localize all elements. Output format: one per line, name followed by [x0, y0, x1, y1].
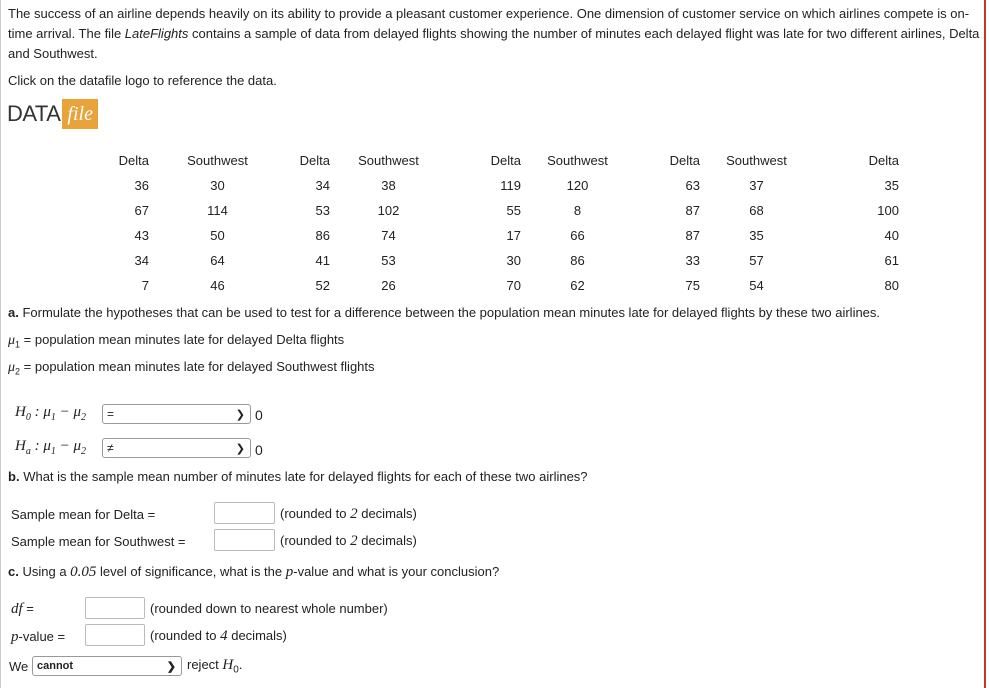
part-c-label: c.: [8, 564, 19, 579]
p-value-input[interactable]: [85, 624, 145, 646]
h0-mu2-sub: 2: [81, 412, 87, 423]
table-cell: 35: [749, 228, 764, 243]
table-cell: 74: [381, 228, 396, 243]
col-header: Southwest: [187, 153, 248, 168]
table-cell: 61: [884, 253, 899, 268]
table-cell: 102: [377, 203, 400, 218]
reject-post: .: [238, 657, 243, 672]
round-post: decimals): [357, 533, 417, 548]
part-c-pre: Using a: [22, 564, 71, 579]
part-b-question: [8, 469, 588, 484]
col-header: Delta: [490, 153, 521, 168]
df-label: [11, 601, 34, 618]
mu1-symbol: μ: [8, 333, 16, 348]
round-num: 2: [350, 533, 358, 549]
p-note-pre: (rounded to: [150, 628, 221, 643]
reject-pre: reject: [187, 657, 223, 672]
table-cell: 7: [141, 278, 149, 293]
southwest-round-note: [280, 533, 417, 550]
datafile-logo[interactable]: [7, 99, 98, 129]
table-cell: 53: [315, 203, 330, 218]
table-cell: 40: [884, 228, 899, 243]
mu2-definition: [8, 359, 375, 377]
table-row: [112, 198, 899, 223]
mu1-definition: [8, 332, 344, 350]
table-cell: 34: [134, 253, 149, 268]
h0-mu: : μ: [30, 404, 51, 420]
table-row: [112, 248, 899, 273]
table-cell: 46: [210, 278, 225, 293]
table-cell: 114: [207, 203, 228, 218]
p-note-num: 4: [220, 628, 228, 644]
table-cell: 50: [210, 228, 225, 243]
ha-operator-select[interactable]: [102, 438, 251, 458]
table-cell: 41: [315, 253, 330, 268]
col-header: Delta: [669, 153, 700, 168]
reject-text: [187, 657, 242, 676]
part-a-text: Formulate the hypotheses that can be used to test for a difference between the population mean minutes late for delayed flights by these two airlines.: [22, 305, 881, 320]
df-symbol: df: [11, 601, 23, 617]
table-cell: 100: [877, 203, 899, 218]
h0-select-value: =: [107, 407, 115, 421]
table-cell: 66: [570, 228, 585, 243]
h0-symbol: H: [15, 404, 26, 420]
table-row: [112, 173, 899, 198]
part-b-label: b.: [8, 469, 20, 484]
table-cell: 86: [315, 228, 330, 243]
part-b-text: What is the sample mean number of minutes late for delayed flights for each of these two airlines?: [23, 469, 588, 484]
table-cell: 68: [749, 203, 764, 218]
p-label-rest: -value =: [18, 629, 66, 644]
table-cell: 35: [884, 178, 899, 193]
delta-mean-label: Sample mean for Delta =: [11, 507, 156, 522]
col-header: Delta: [118, 153, 149, 168]
table-cell: 30: [506, 253, 521, 268]
table-cell: 62: [570, 278, 585, 293]
round-post: decimals): [357, 506, 417, 521]
table-cell: 26: [381, 278, 396, 293]
table-cell: 87: [685, 228, 700, 243]
table-cell: 80: [884, 278, 899, 293]
col-header: Southwest: [726, 153, 787, 168]
part-c-post: -value and what is your conclusion?: [293, 564, 500, 579]
col-header: Southwest: [547, 153, 608, 168]
table-row: [112, 273, 899, 298]
delta-round-note: [280, 506, 417, 523]
part-c-mid: level of significance, what is the: [96, 564, 286, 579]
p-symbol: p: [285, 564, 294, 580]
df-input[interactable]: [85, 597, 145, 619]
intro-text: [8, 4, 983, 64]
table-header-row: [112, 148, 899, 173]
mu2-def-text: = population mean minutes late for delayed Southwest flights: [20, 359, 375, 374]
ha-zero: 0: [255, 442, 263, 458]
mu1-sub: 1: [15, 339, 21, 350]
reject-h: H: [222, 657, 234, 673]
ha-mu: : μ: [30, 438, 51, 454]
table-cell: 63: [685, 178, 700, 193]
table-cell: 43: [134, 228, 149, 243]
table-cell: 64: [210, 253, 225, 268]
table-cell: 75: [685, 278, 700, 293]
df-eq: =: [22, 601, 34, 616]
table-cell: 86: [570, 253, 585, 268]
round-pre: (rounded to: [280, 533, 351, 548]
table-cell: 37: [749, 178, 764, 193]
table-cell: 54: [749, 278, 764, 293]
table-cell: 38: [381, 178, 396, 193]
logo-data-text: DATA: [7, 101, 61, 126]
table-cell: 70: [506, 278, 521, 293]
southwest-mean-input[interactable]: [214, 529, 275, 551]
table-cell: 120: [566, 178, 589, 193]
part-c-question: [8, 564, 499, 581]
table-cell: 30: [210, 178, 225, 193]
p-value-note: [150, 628, 287, 645]
table-row: [112, 223, 899, 248]
southwest-mean-label: Sample mean for Southwest =: [11, 534, 186, 549]
ha-mu2-sub: 2: [81, 446, 87, 457]
col-header: Delta: [868, 153, 899, 168]
table-cell: 34: [315, 178, 330, 193]
round-num: 2: [350, 506, 358, 522]
ha-mu1-sub: 1: [50, 446, 56, 457]
ha-select-value: ≠: [107, 441, 114, 455]
alpha-value: 0.05: [70, 564, 97, 580]
reject-sub: 0: [233, 664, 239, 676]
we-label: We: [9, 659, 29, 674]
data-table: [112, 148, 899, 298]
h0-mu1-sub: 1: [50, 412, 56, 423]
col-header: Delta: [299, 153, 330, 168]
p-value-label: [11, 629, 65, 646]
table-cell: 8: [573, 203, 582, 218]
part-a-question: [8, 305, 880, 320]
mu2-symbol: μ: [8, 360, 16, 375]
mu1-def-text: = population mean minutes late for delayed Delta flights: [20, 332, 345, 347]
round-pre: (rounded to: [280, 506, 351, 521]
ha-expression: [15, 438, 86, 457]
file-name: LateFlights: [124, 26, 189, 41]
conclusion-select-value: cannot: [37, 660, 74, 672]
conclusion-select[interactable]: [32, 656, 182, 676]
table-cell: 87: [685, 203, 700, 218]
part-a-label: a.: [8, 305, 19, 320]
p-label-symbol: p: [11, 629, 19, 645]
p-note-post: decimals): [227, 628, 287, 643]
table-cell: 57: [749, 253, 764, 268]
chevron-down-icon: ❯: [235, 409, 245, 421]
chevron-down-icon: ❯: [235, 443, 245, 455]
table-cell: 55: [506, 203, 521, 218]
logo-file-text: file: [62, 99, 98, 129]
col-header: Southwest: [358, 153, 419, 168]
delta-mean-input[interactable]: [214, 502, 275, 524]
table-cell: 67: [134, 203, 149, 218]
ha-sub: a: [25, 446, 31, 457]
h0-sub: 0: [25, 412, 31, 423]
intro-part1: The success of an airline depends heavily on its ability to provide a pleasant customer experience. One dimension of customer service on which airlines compete is on-time arrival. The file: [8, 6, 970, 41]
ha-symbol: H: [15, 438, 26, 454]
h0-minus-mu: − μ: [55, 404, 82, 420]
ha-minus-mu: − μ: [55, 438, 82, 454]
click-note: Click on the datafile logo to reference the data.: [8, 73, 277, 88]
table-cell: 17: [506, 228, 521, 243]
h0-operator-select[interactable]: [102, 404, 251, 424]
table-cell: 52: [315, 278, 330, 293]
table-cell: 33: [685, 253, 700, 268]
table-cell: 53: [381, 253, 396, 268]
intro-part2: contains a sample of data from delayed flights showing the number of minutes each delayed flight was late for two different airlines, Delta and Southwest.: [8, 26, 980, 61]
table-cell: 36: [134, 178, 149, 193]
table-cell: 119: [500, 178, 521, 193]
chevron-down-icon: ❯: [166, 661, 176, 673]
df-note: (rounded down to nearest whole number): [150, 601, 388, 616]
h0-expression: [15, 404, 86, 423]
mu2-sub: 2: [15, 366, 21, 377]
h0-zero: 0: [255, 407, 263, 423]
